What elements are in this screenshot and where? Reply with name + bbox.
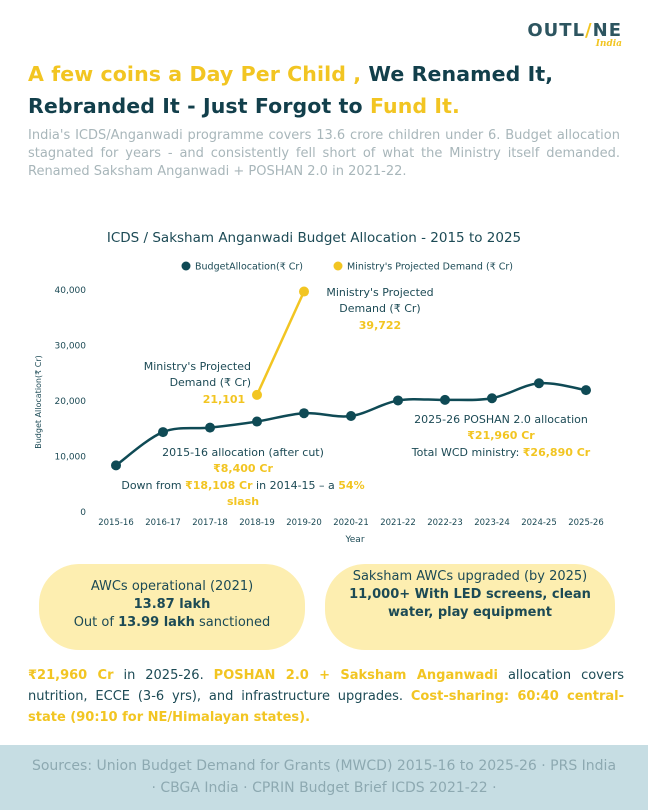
awcs-sanctioned xyxy=(39,614,305,632)
x-axis-title: Year xyxy=(345,535,365,545)
awcs-sanctioned-prefix: Out of xyxy=(73,615,119,630)
y-tick-label: 40,000 xyxy=(54,286,86,296)
legend-label-budget: BudgetAllocation(₹ Cr) xyxy=(195,261,304,273)
annotation-poshan-line3a: Total WCD ministry: xyxy=(411,446,523,459)
logo-slash: / xyxy=(585,20,593,41)
legend-marker-demand xyxy=(334,262,343,271)
legend-label-demand: Ministry's Projected Demand (₹ Cr) xyxy=(347,261,513,273)
x-tick-label: 2024-25 xyxy=(521,518,557,528)
annotation-demand-2019-line2: Demand (₹ Cr) xyxy=(339,302,421,315)
annotation-demand-2018-line2: Demand (₹ Cr) xyxy=(169,376,251,389)
stat-bubble-awcs xyxy=(39,564,305,650)
x-tick-label: 2022-23 xyxy=(427,518,463,528)
logo-text-1: OUTL xyxy=(527,20,586,41)
saksham-label: Saksham AWCs upgraded (by 2025) xyxy=(352,569,588,584)
annotation-demand-2018-value: 21,101 xyxy=(202,393,246,406)
annotation-cut-2015 xyxy=(121,446,364,508)
sources-text: Sources: Union Budget Demand for Grants (MWCD) 2015-16 to 2025-26 · PRS India · CBGA India · CPRIN Budget Brief ICDS 2021-22 · xyxy=(31,758,617,796)
annotation-demand-2019 xyxy=(326,286,433,332)
annotation-cut-line3 xyxy=(121,479,364,492)
annotation-poshan-value: ₹21,960 Cr xyxy=(467,429,535,442)
budget-point xyxy=(158,427,168,437)
y-tick-label: 10,000 xyxy=(54,452,86,463)
annotation-demand-2018 xyxy=(144,360,251,406)
logo-text-2: NE xyxy=(592,20,622,41)
annotation-demand-2018-line1: Ministry's Projected xyxy=(143,360,251,373)
budget-point xyxy=(440,395,450,405)
annotation-poshan-line3b: ₹26,890 Cr xyxy=(522,446,591,459)
budget-point xyxy=(534,378,544,388)
x-tick-label: 2023-24 xyxy=(474,518,510,528)
x-tick-label: 2019-20 xyxy=(286,518,322,528)
title-part-3: Fund It. xyxy=(369,94,460,118)
budget-point xyxy=(487,393,497,403)
annotation-cut-line4: slash xyxy=(226,495,260,508)
title-part-2: We Renamed It, Rebranded It - Just Forgot to xyxy=(28,62,554,118)
budget-point xyxy=(299,408,309,418)
budget-line-chart xyxy=(28,222,628,552)
chart-legend xyxy=(182,262,514,273)
x-tick-label: 2017-18 xyxy=(192,518,228,528)
demand-point xyxy=(252,390,262,400)
x-tick-label: 2021-22 xyxy=(380,518,416,528)
sources-footer xyxy=(0,745,648,810)
annotation-cut-line3a: Down from xyxy=(121,479,186,492)
summary-text-2: allocation covers nutrition, ECCE (3-6 yrs), and infrastructure upgrades. xyxy=(28,668,624,704)
awcs-value: 13.87 lakh xyxy=(133,597,211,612)
x-tick-label: 2025-26 xyxy=(568,518,604,528)
summary-paragraph xyxy=(28,665,624,728)
logo-wordmark xyxy=(527,20,622,41)
annotation-cut-line3c: in 2014-15 – a xyxy=(252,479,339,492)
budget-point xyxy=(393,395,403,405)
y-tick-label: 0 xyxy=(80,508,86,518)
x-tick-labels xyxy=(98,518,604,528)
summary-text-1: in 2025-26. xyxy=(113,668,214,683)
annotation-demand-2019-line1: Ministry's Projected xyxy=(326,286,434,299)
x-tick-label: 2018-19 xyxy=(239,518,275,528)
brand-logo xyxy=(527,20,622,49)
awcs-sanctioned-suffix: sanctioned xyxy=(194,615,271,630)
awcs-label: AWCs operational (2021) xyxy=(90,579,254,594)
y-tick-label: 20,000 xyxy=(54,397,86,407)
x-tick-label: 2015-16 xyxy=(98,518,134,528)
logo-subtext: India xyxy=(595,39,622,49)
y-tick-label: 30,000 xyxy=(54,341,86,352)
annotation-cut-line1: 2015-16 allocation (after cut) xyxy=(162,446,324,459)
x-tick-label: 2020-21 xyxy=(333,518,369,528)
projected-demand-line xyxy=(257,292,304,395)
y-axis-title: Budget Allocation(₹ Cr) xyxy=(34,355,43,449)
annotation-cut-value: ₹8,400 Cr xyxy=(213,462,273,475)
annotation-poshan-line3 xyxy=(411,446,591,459)
annotation-poshan-line1: 2025-26 POSHAN 2.0 allocation xyxy=(414,413,588,426)
title-part-1: A few coins a Day Per Child , xyxy=(28,62,369,86)
chart-title: ICDS / Saksham Anganwadi Budget Allocation - 2015 to 2025 xyxy=(106,230,522,246)
intro-paragraph: India's ICDS/Anganwadi programme covers 13.6 crore children under 6. Budget allocation stagnated for years - and consistently fell short of what the Ministry itself demanded. Renamed Saksham Anganwadi + POSHAN 2.0 in 2021-22. xyxy=(28,128,620,179)
summary-cost-sharing: Cost-sharing: 60:40 central-state (90:10 for NE/Himalayan states). xyxy=(28,689,625,725)
budget-point xyxy=(346,411,356,421)
budget-point xyxy=(252,417,262,427)
budget-point xyxy=(205,423,215,433)
saksham-value: 11,000+ With LED screens, clean water, play equipment xyxy=(349,587,591,620)
annotation-demand-2019-value: 39,722 xyxy=(358,319,402,332)
budget-point xyxy=(111,460,121,470)
summary-scheme: POSHAN 2.0 + Saksham Anganwadi xyxy=(213,668,499,683)
annotation-cut-line3b: ₹18,108 Cr xyxy=(185,479,253,492)
budget-point xyxy=(581,385,591,395)
awcs-sanctioned-value: 13.99 lakh xyxy=(118,615,195,630)
summary-amount: ₹21,960 Cr xyxy=(28,668,114,683)
x-tick-label: 2016-17 xyxy=(145,518,181,528)
annotation-poshan xyxy=(411,413,591,459)
stat-bubble-saksham xyxy=(325,564,615,650)
legend-marker-budget xyxy=(182,262,191,271)
y-tick-labels xyxy=(55,286,87,518)
annotation-cut-line3d: 54% xyxy=(338,479,365,492)
page-title xyxy=(28,58,628,122)
demand-point xyxy=(299,287,309,297)
